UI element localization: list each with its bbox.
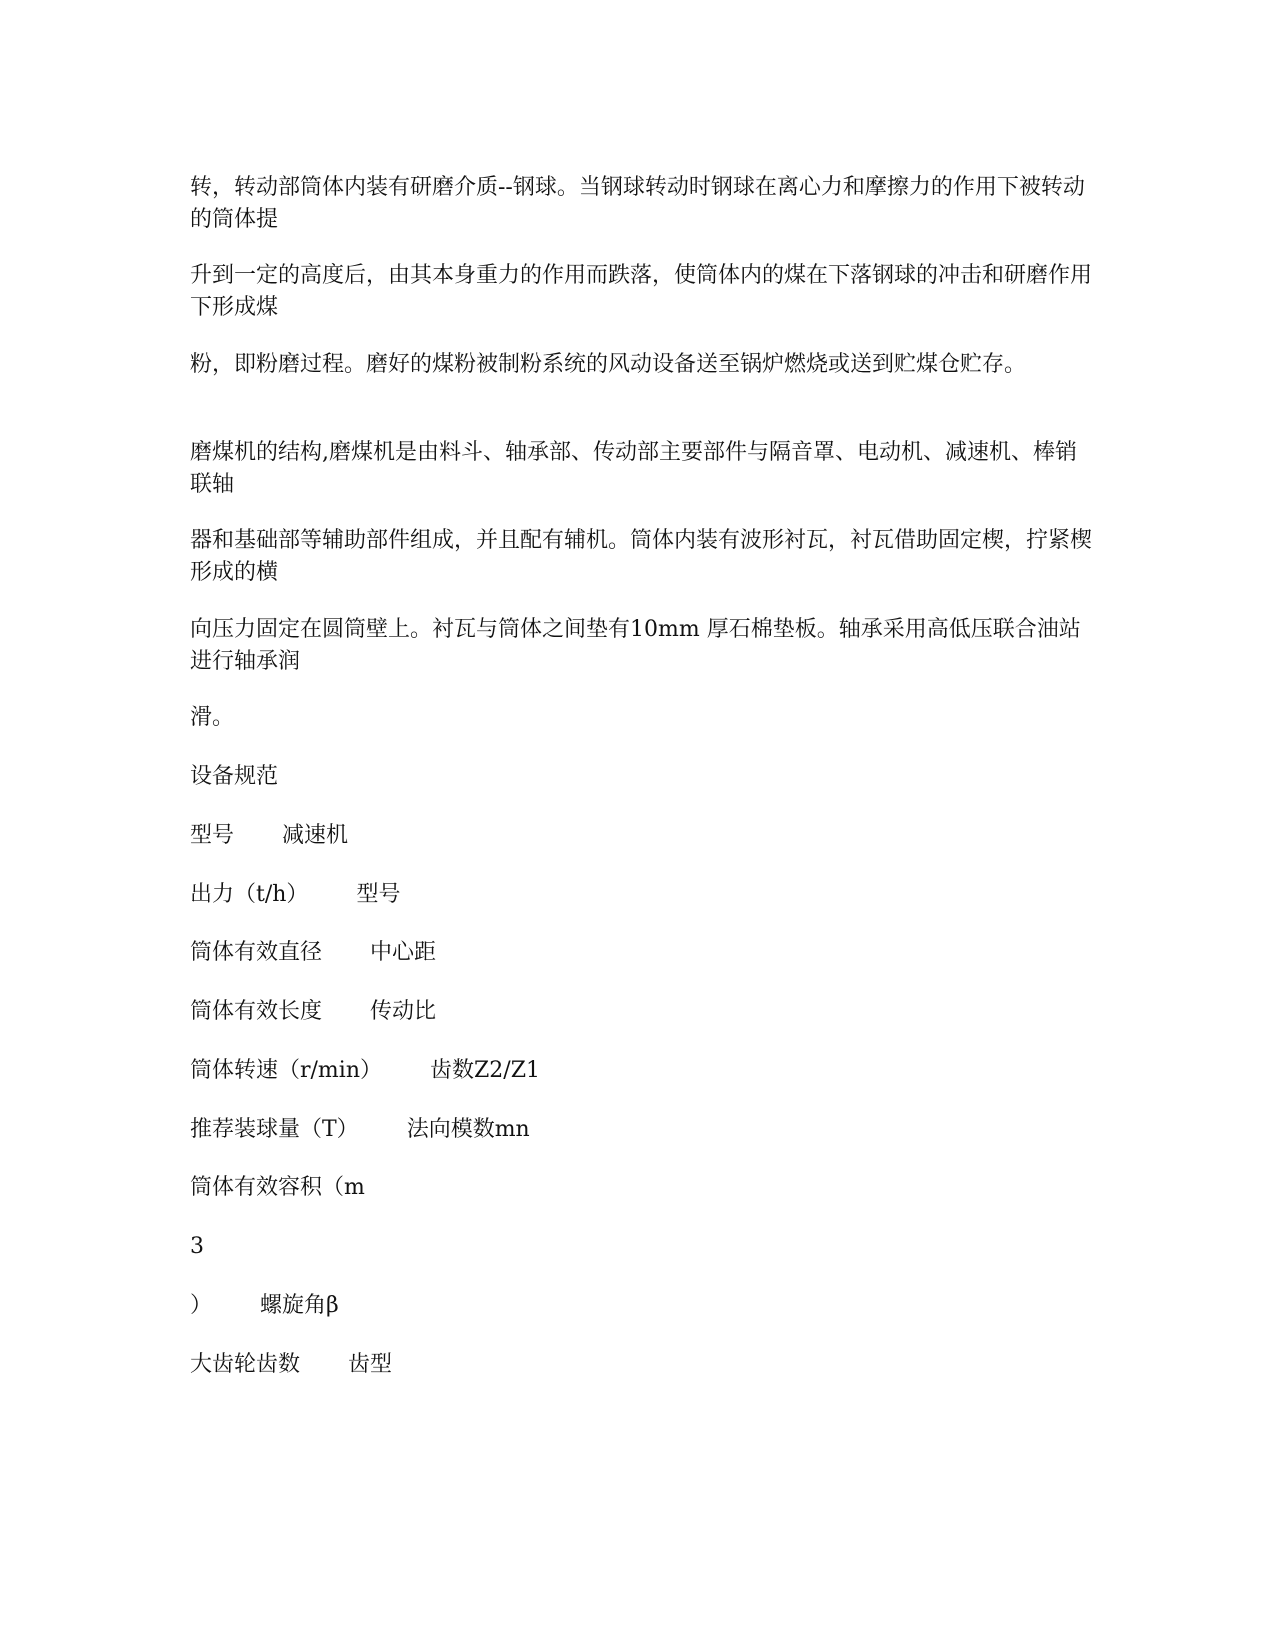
spec-row bbox=[190, 1290, 339, 1322]
paragraph-1: 转，转动部筒体内装有研磨介质--钢球。当钢球转动时钢球在离心力和摩擦力的作用下被转动的筒体提 bbox=[190, 175, 1085, 232]
spec-label: 推荐装球量（T） bbox=[190, 1117, 359, 1142]
spec-row bbox=[190, 1114, 530, 1146]
spec-label: 减速机 bbox=[282, 823, 349, 848]
paragraph-2: 升到一定的高度后，由其本身重力的作用而跌落，使筒体内的煤在下落钢球的冲击和研磨作用下形成煤 bbox=[190, 263, 1093, 320]
spec-label: 中心距 bbox=[370, 940, 437, 965]
spec-label: 筒体有效长度 bbox=[190, 999, 323, 1024]
spec-label: 传动比 bbox=[370, 999, 437, 1024]
volume-line: 筒体有效容积（m bbox=[190, 1175, 365, 1200]
paragraph-7: 滑。 bbox=[190, 705, 235, 730]
spec-row bbox=[190, 879, 400, 911]
paragraph-3: 粉，即粉磨过程。磨好的煤粉被制粉系统的风动设备送至锅炉燃烧或送到贮煤仓贮存。 bbox=[190, 352, 1027, 377]
spec-label: 筒体转速（r/min） bbox=[190, 1058, 382, 1083]
spec-label: 出力（t/h） bbox=[190, 882, 309, 907]
spec-row bbox=[190, 1055, 540, 1087]
paragraph-6: 向压力固定在圆筒壁上。衬瓦与筒体之间垫有10mm 厚石棉垫板。轴承采用高低压联合油站进行轴承润 bbox=[190, 617, 1081, 674]
spec-label: 大齿轮齿数 bbox=[190, 1352, 301, 1377]
paragraph-5: 器和基础部等辅助部件组成，并且配有辅机。筒体内装有波形衬瓦，衬瓦借助固定楔，拧紧楔形成的横 bbox=[190, 528, 1093, 585]
spec-row bbox=[190, 996, 436, 1028]
spec-row bbox=[190, 937, 436, 969]
spec-label: ） bbox=[190, 1293, 213, 1318]
spec-row bbox=[190, 1349, 392, 1381]
spec-label: 齿型 bbox=[348, 1352, 393, 1377]
paragraph-4: 磨煤机的结构,磨煤机是由料斗、轴承部、传动部主要部件与隔音罩、电动机、减速机、棒销联轴 bbox=[190, 440, 1077, 497]
volume-superscript-line: 3 bbox=[190, 1234, 204, 1259]
spec-row bbox=[190, 820, 348, 852]
section-title: 设备规范 bbox=[190, 764, 279, 789]
spec-label: 齿数Z2/Z1 bbox=[430, 1058, 540, 1083]
spec-label: 型号 bbox=[190, 823, 235, 848]
spec-label: 法向模数mn bbox=[406, 1117, 530, 1142]
spec-label: 螺旋角β bbox=[260, 1293, 339, 1318]
spec-label: 筒体有效直径 bbox=[190, 940, 323, 965]
spec-label: 型号 bbox=[356, 882, 401, 907]
